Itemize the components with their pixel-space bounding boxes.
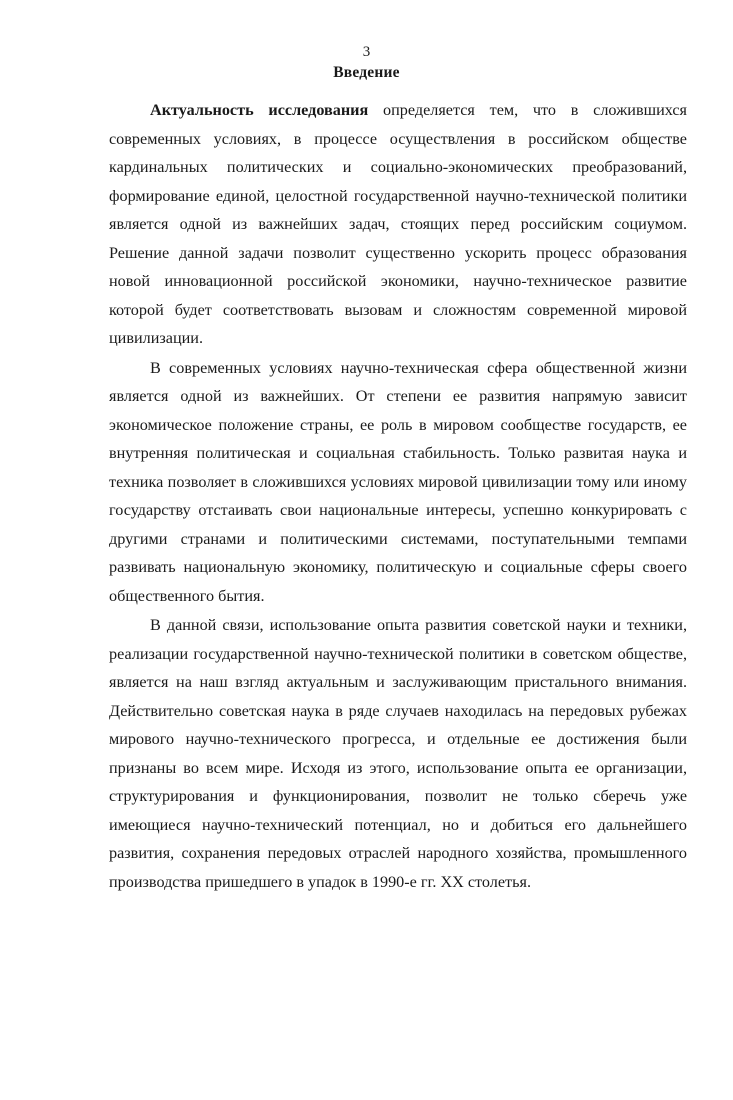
paragraph-lead-term: Актуальность исследования bbox=[150, 101, 369, 119]
paragraph-text: определяется тем, что в сложившихся современных условиях, в процессе осуществления в российском обществе кардинальных политических и социально-экономических преобразований, формирование единой, целостной государственной научно-технической политики является одной из важнейших задач, стоящих перед российским социумом. Решение данной задачи позволит существенно ускорить процесс образования новой инновационной российской экономики, научно-техническое развитие которой будет соответствовать вызовам и сложностям современной мировой цивилизации. bbox=[109, 101, 687, 347]
paragraph-relevance bbox=[109, 96, 687, 353]
body-text bbox=[109, 96, 687, 896]
paragraph-scientific-sphere: В современных условиях научно-техническая сфера общественной жизни является одной из важнейших. От степени ее развития напрямую зависит экономическое положение страны, ее роль в мировом сообществе государств, ее внутренняя политическая и социальная стабильность. Только развитая наука и техника позволяет в сложившихся условиях мировой цивилизации тому или иному государству отстаивать свои национальные интересы, успешно конкурировать с другими странами и политическими системами, поступательными темпами развивать национальную экономику, политическую и социальные сферы своего общественного бытия. bbox=[109, 358, 687, 605]
section-heading: Введение bbox=[333, 64, 400, 81]
paragraph-soviet-experience: В данной связи, использование опыта развития советской науки и техники, реализации государственной научно-технической политики в советском обществе, является на наш взгляд актуальным и заслуживающим пристального внимания. Действительно советская наука в ряде случаев находилась на передовых рубежах мирового научно-технического прогресса, и отдельные ее достижения были признаны во всем мире. Исходя из этого, использование опыта ее организации, структурирования и функционирования, позволит не только сберечь уже имеющиеся научно-технический потенциал, но и добиться его дальнейшего развития, сохранения передовых отраслей народного хозяйства, промышленного производства пришедшего в упадок в 1990-е гг. XX столетья. bbox=[109, 616, 687, 891]
page-number: 3 bbox=[362, 44, 371, 60]
